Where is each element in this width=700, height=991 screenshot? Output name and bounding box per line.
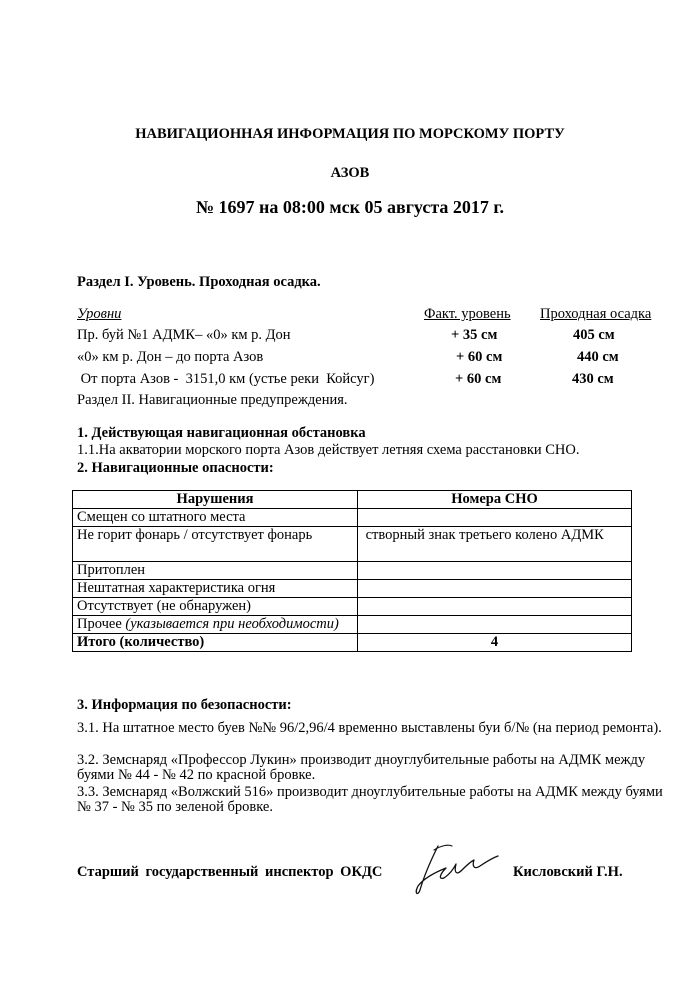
document-title: НАВИГАЦИОННАЯ ИНФОРМАЦИЯ ПО МОРСКОМУ ПОРТУ [135,126,565,142]
sno-numbers-cell [358,509,632,527]
level-row-draft: 440 см [577,349,619,365]
navigation-situation-heading: 1. Действующая навигационная обстановка [77,425,366,441]
sno-numbers-cell [358,598,632,616]
table-row [73,509,632,527]
table-row [73,616,632,634]
safety-info-paragraph: 3.1. На штатное место буев №№ 96/2,96/4 временно выставлены буи б/№ (на период ремонта). [77,720,662,736]
table-row [73,598,632,616]
section-1-title: Раздел I. Уровень. Проходная осадка. [77,274,321,290]
draft-column-header: Проходная осадка [540,306,652,322]
signatory-position: Старший государственный инспектор ОКДС [77,864,383,880]
sno-numbers-cell [358,616,632,634]
table-row [73,527,632,562]
actual-level-column-header: Факт. уровень [424,306,511,322]
level-row-actual: + 60 см [456,349,503,365]
level-row-actual: + 60 см [455,371,502,387]
bulletin-number-date: № 1697 на 08:00 мск 05 августа 2017 г. [195,197,505,217]
violations-column-header: Нарушения [73,491,358,509]
violation-cell: Притоплен [73,562,358,580]
level-row-name: «0» км р. Дон – до порта Азов [77,349,264,365]
violation-cell: Отсутствует (не обнаружен) [73,598,358,616]
level-row-actual: + 35 см [451,327,498,343]
level-row-draft: 405 см [573,327,615,343]
level-row-draft: 430 см [572,371,614,387]
violation-cell: Нештатная характеристика огня [73,580,358,598]
sno-numbers-column-header: Номера СНО [358,491,632,509]
safety-info-paragraph: 3.2. Земснаряд «Профессор Лукин» производит дноуглубительные работы на АДМК между буями № 44 - № 42 по красной бровке. [77,752,646,783]
table-row [73,562,632,580]
handwritten-signature [410,838,500,898]
violation-cell [73,616,358,634]
total-value-cell: 4 [358,634,632,652]
sno-numbers-cell [358,562,632,580]
navigation-hazards-table [72,490,632,652]
levels-column-header: Уровни [77,306,122,322]
table-total-row [73,634,632,652]
navigation-situation-text: 1.1.На акватории морского порта Азов действует летняя схема расстановки СНО. [77,442,580,458]
table-header-row [73,491,632,509]
violation-label: Прочее [77,616,126,632]
signatory-name: Кисловский Г.Н. [513,864,623,880]
safety-info-heading: 3. Информация по безопасности: [77,697,292,713]
violation-cell: Не горит фонарь / отсутствует фонарь [73,527,358,562]
sno-numbers-cell: створный знак третьего колено АДМК [358,527,632,562]
level-row-name: От порта Азов - 3151,0 км (устье реки Койсуг) [77,371,375,387]
table-row [73,580,632,598]
total-label-cell: Итого (количество) [73,634,358,652]
sno-numbers-cell [358,580,632,598]
port-name: АЗОВ [330,165,370,181]
level-row-name: Пр. буй №1 АДМК– «0» км р. Дон [77,327,291,343]
violation-note: (указывается при необходимости) [125,616,339,632]
navigation-hazards-heading: 2. Навигационные опасности: [77,460,274,476]
section-2-title: Раздел II. Навигационные предупреждения. [77,392,348,408]
violation-cell: Смещен со штатного места [73,509,358,527]
safety-info-paragraph: 3.3. Земснаряд «Волжский 516» производит дноуглубительные работы на АДМК между буями № 37 - № 35 по зеленой бровке. [77,784,663,815]
